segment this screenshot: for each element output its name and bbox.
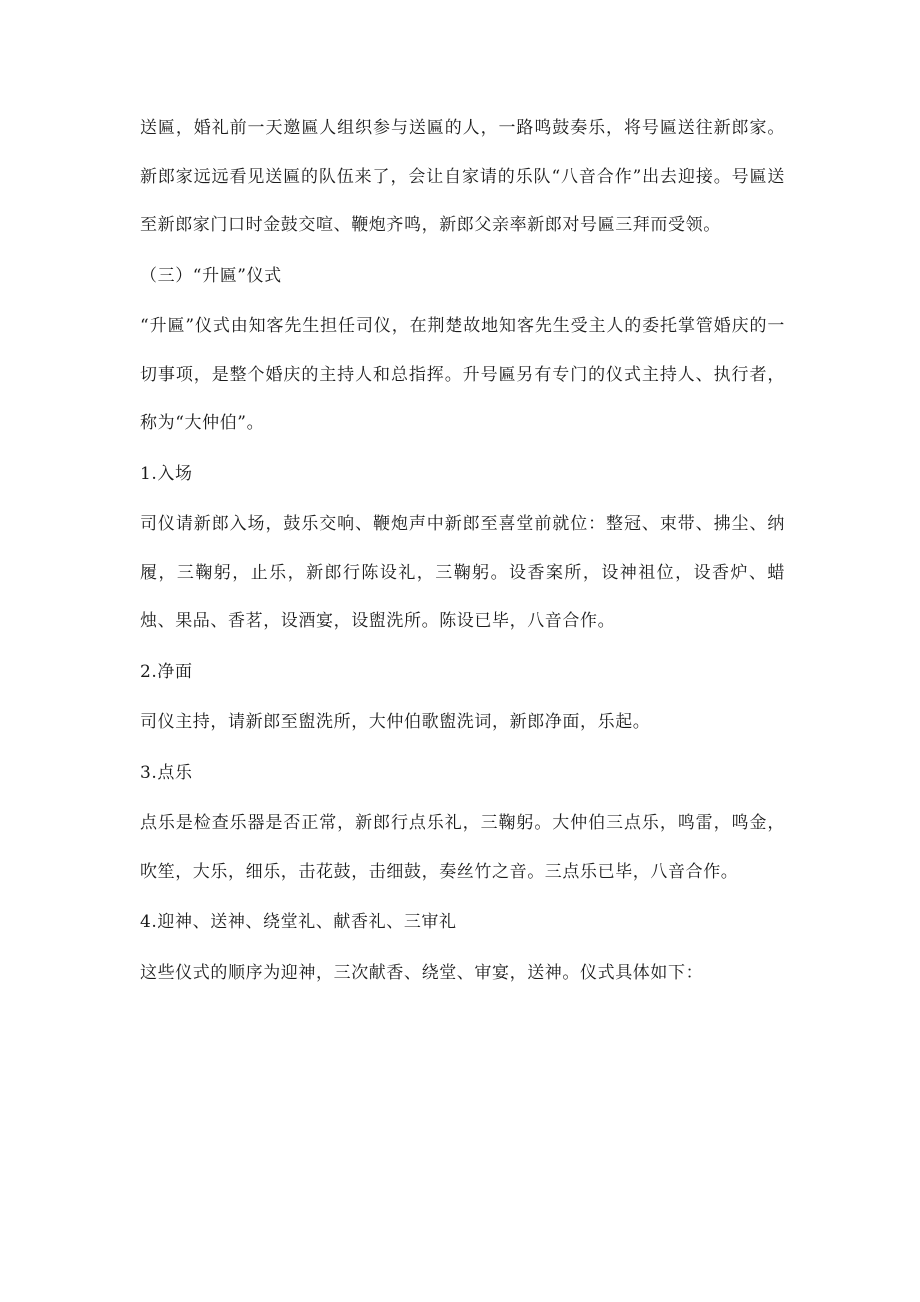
subheading-check-music: 3.点乐 (140, 762, 193, 783)
subheading-entrance: 1.入场 (140, 463, 193, 484)
subheading-wash-face: 2.净面 (140, 661, 193, 682)
subheading-rituals: 4.迎神、送神、绕堂礼、献香礼、三审礼 (140, 912, 457, 932)
paragraph-wash-face: 司仪主持，请新郎至盥洗所，大仲伯歌盥洗词，新郎净面，乐起。 (140, 712, 651, 732)
paragraph-send-plaque: 送匾，婚礼前一天邀匾人组织参与送匾的人，一路鸣鼓奏乐，将号匾送往新郎家。新郎家远远看见送匾的队伍来了，会让自家请的乐队“八音合作”出去迎接。号匾送至新郎家门口时金鼓交喧、鞭炮齐鸣，新郎父亲率新郎对号匾三拜而受领。 (140, 118, 785, 235)
paragraph-raise-plaque-intro: “升匾”仪式由知客先生担任司仪，在荆楚故地知客先生受主人的委托掌管婚庆的一切事项，是整个婚庆的主持人和总指挥。升号匾另有专门的仪式主持人、执行者，称为“大仲伯”。 (140, 316, 785, 433)
section-heading-raise-plaque: （三）“升匾”仪式 (140, 265, 282, 286)
paragraph-entrance: 司仪请新郎入场，鼓乐交响、鞭炮声中新郎至喜堂前就位：整冠、束带、拂尘、纳履，三鞠躬，止乐，新郎行陈设礼，三鞠躬。设香案所，设神祖位，设香炉、蜡烛、果品、香茗，设酒宴，设盥洗所。陈设已毕，八音合作。 (140, 514, 785, 631)
paragraph-rituals: 这些仪式的顺序为迎神，三次献香、绕堂、审宴，送神。仪式具体如下： (140, 962, 704, 983)
paragraph-check-music: 点乐是检查乐器是否正常，新郎行点乐礼，三鞠躬。大仲伯三点乐，鸣雷，鸣金，吹笙，大乐，细乐，击花鼓，击细鼓，奏丝竹之音。三点乐已毕，八音合作。 (140, 813, 785, 882)
document-body (140, 104, 785, 999)
